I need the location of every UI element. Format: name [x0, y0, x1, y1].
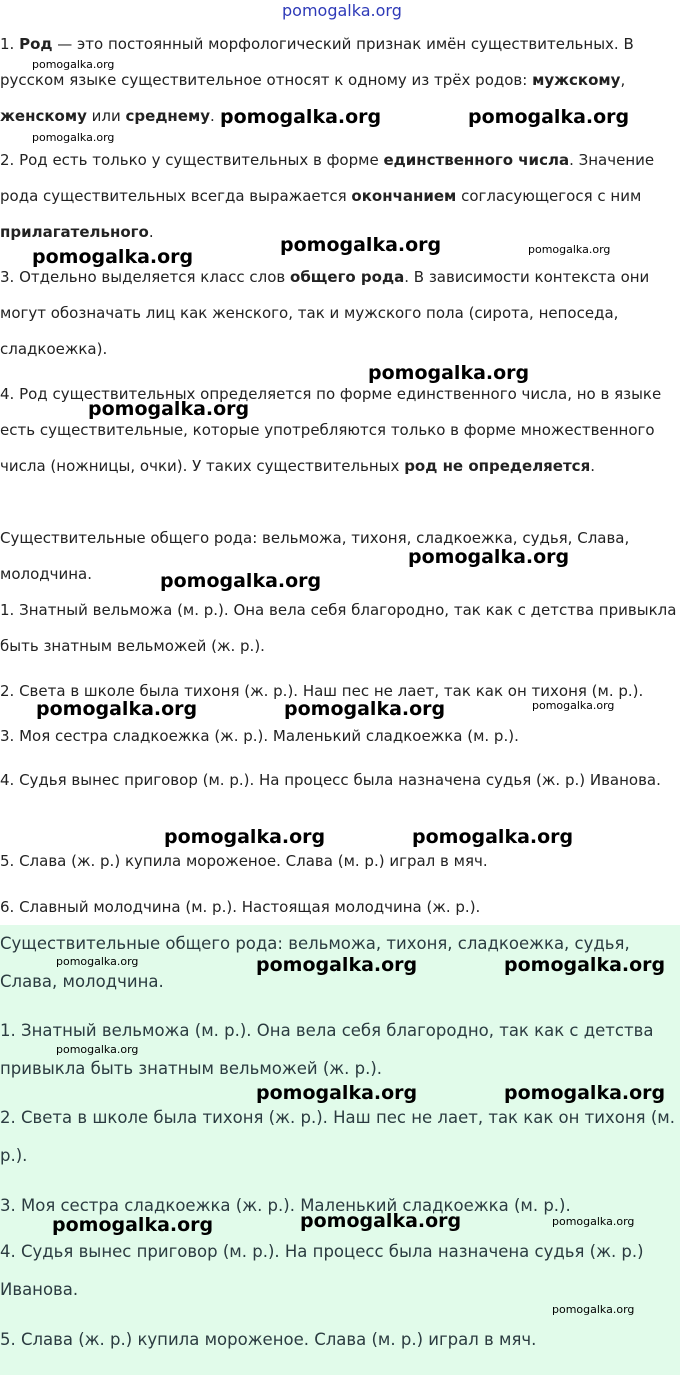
rule-2-text-2: . Значение рода существительных всегда выражается — [0, 151, 655, 205]
answer-item-6: 6. Славный молодчина (м. р.). Настоящая молодчина (ж. р.). — [0, 898, 481, 916]
rule-3 — [0, 259, 678, 367]
watermark: pomogalka.org — [32, 58, 115, 71]
rule-1-neuter: среднему — [125, 107, 211, 125]
watermark: pomogalka.org — [280, 234, 442, 256]
rule-4-no-gender: род не определяется — [404, 457, 591, 475]
rule-4-end: . — [590, 457, 595, 475]
rule-4-text: 4. Род существительных определяется по форме единственного числа, но в языке есть существительные, которые употребляются только в форме множественного числа (ножницы, очки). У таких существительных — [0, 385, 662, 475]
rule-1-sep: , — [620, 71, 626, 89]
rule-3-text: 3. Отдельно выделяется класс слов — [0, 268, 291, 286]
watermark: pomogalka.org — [52, 1214, 214, 1236]
watermark: pomogalka.org — [552, 1215, 635, 1228]
rule-1-text: — это постоянный морфологический признак имён существительных. В русском языке существительное относят к одному из трёх родов: — [0, 35, 634, 89]
watermark: pomogalka.org — [220, 106, 382, 128]
watermark: pomogalka.org — [32, 131, 115, 144]
rule-1-or: или — [86, 107, 126, 125]
watermark: pomogalka.org — [408, 546, 570, 568]
watermark: pomogalka.org — [256, 954, 418, 976]
rule-2-end: . — [148, 223, 154, 241]
watermark: pomogalka.org — [56, 1043, 139, 1056]
rule-1-masculine: мужскому — [532, 71, 621, 89]
rule-3-common-gender: общего рода — [290, 268, 405, 286]
highlight-item-2: 2. Света в школе была тихоня (ж. р.). Наш пес не лает, так как он тихоня (м. р.). — [0, 1108, 675, 1165]
watermark: pomogalka.org — [160, 570, 322, 592]
answer-intro: Существительные общего рода: вельможа, тихоня, сладкоежка, судья, Слава, молодчина. — [0, 529, 630, 583]
watermark: pomogalka.org — [56, 955, 139, 968]
watermark: pomogalka.org — [164, 826, 326, 848]
highlight-item-5: 5. Слава (ж. р.) купила мороженое. Слава (м. р.) играл в мяч. — [0, 1330, 537, 1349]
rule-2-ending: окончанием — [351, 187, 457, 205]
highlight-item-3: 3. Моя сестра сладкоежка (ж. р.). Маленький сладкоежка (м. р.). — [0, 1196, 571, 1215]
watermark: pomogalka.org — [468, 106, 630, 128]
rule-2-singular: единственного числа — [383, 151, 570, 169]
watermark: pomogalka.org — [368, 362, 530, 384]
answer-item-4: 4. Судья вынес приговор (м. р.). На процесс была назначена судья (ж. р.) Иванова. — [0, 771, 661, 789]
rule-2-text-3: согласующегося с ним — [456, 187, 642, 205]
highlight-item-4: 4. Судья вынес приговор (м. р.). На процесс была назначена судья (ж. р.) Иванова. — [0, 1242, 644, 1299]
rule-2-adjective: прилагательного — [0, 223, 149, 241]
answer-item-2: 2. Света в школе была тихоня (ж. р.). Наш пес не лает, так как он тихоня (м. р.). — [0, 682, 644, 700]
watermark: pomogalka.org — [528, 243, 611, 256]
watermark: pomogalka.org — [412, 826, 574, 848]
rule-3-text-2: . В зависимости контекста они могут обозначать лиц как женского, так и мужского пола (сирота, непоседа, сладкоежка). — [0, 268, 650, 358]
answer-item-5: 5. Слава (ж. р.) купила мороженое. Слава (м. р.) играл в мяч. — [0, 852, 488, 870]
answer-item-3: 3. Моя сестра сладкоежка (ж. р.). Маленький сладкоежка (м. р.). — [0, 727, 519, 745]
watermark: pomogalka.org — [32, 246, 194, 268]
highlight-item-1: 1. Знатный вельможа (м. р.). Она вела себя благородно, так как с детства привыкла быть знатным вельможей (ж. р.). — [0, 1021, 654, 1078]
watermark: pomogalka.org — [504, 1082, 666, 1104]
watermark: pomogalka.org — [532, 699, 615, 712]
watermark: pomogalka.org — [256, 1082, 418, 1104]
watermark: pomogalka.org — [36, 698, 198, 720]
site-header-link[interactable]: pomogalka.org — [282, 1, 402, 20]
watermark: pomogalka.org — [504, 954, 666, 976]
rule-1-term: Род — [19, 35, 53, 53]
rule-2-text: 2. Род есть только у существительных в форме — [0, 151, 384, 169]
answer-item-1: 1. Знатный вельможа (м. р.). Она вела себя благородно, так как с детства привыкла быть знатным вельможей (ж. р.). — [0, 601, 677, 655]
rule-1-end: . — [210, 107, 215, 125]
watermark: pomogalka.org — [88, 398, 250, 420]
watermark: pomogalka.org — [552, 1303, 635, 1316]
watermark: pomogalka.org — [284, 698, 446, 720]
rule-4 — [0, 376, 678, 484]
rule-1-feminine: женскому — [0, 107, 87, 125]
highlight-intro: Существительные общего рода: вельможа, тихоня, сладкоежка, судья, Слава, молодчина. — [0, 934, 630, 991]
watermark: pomogalka.org — [300, 1210, 462, 1232]
rule-1-number: 1. — [0, 35, 20, 53]
